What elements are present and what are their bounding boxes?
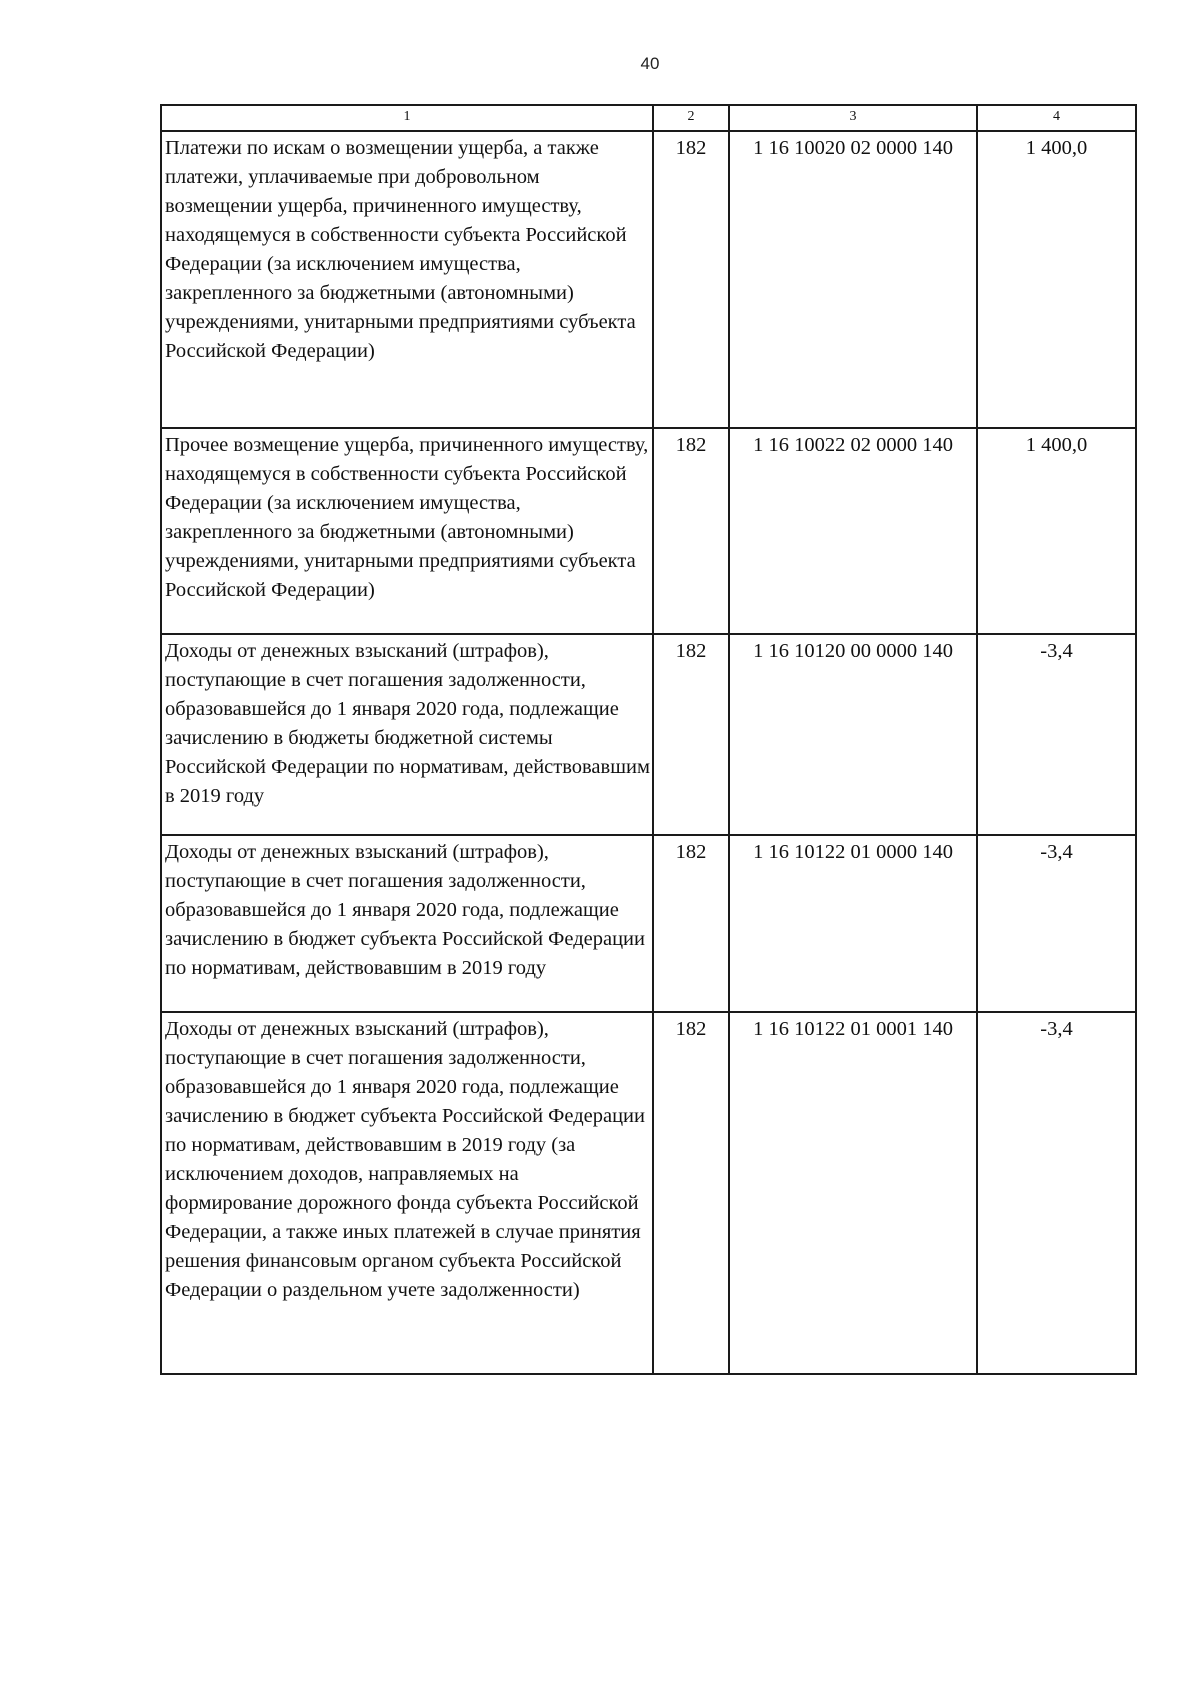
amount-value: 1 400,0 [977,428,1136,634]
budget-classification-code: 1 16 10120 00 0000 140 [729,634,977,835]
revenue-name: Доходы от денежных взысканий (штрафов), поступающие в счет погашения задолженности, образовавшейся до 1 января 2020 года, подлежащие зачислению в бюджет субъекта Российской Федерации по нормативам, действовавшим в 2019 году (за исключением доходов, направляемых на формирование дорожного фонда субъекта Российской Федерации, а также иных платежей в случае принятия решения финансовым органом субъекта Российской Федерации о раздельном учете задолженности) [161,1012,653,1374]
admin-code: 182 [653,835,729,1012]
table-row [161,131,1136,428]
admin-code: 182 [653,428,729,634]
amount-value: -3,4 [977,835,1136,1012]
budget-classification-code: 1 16 10020 02 0000 140 [729,131,977,428]
table-row [161,428,1136,634]
column-header-3: 3 [729,105,977,131]
table-header-row [161,105,1136,131]
column-header-1: 1 [161,105,653,131]
table-row [161,634,1136,835]
page-number: 40 [640,54,660,73]
revenue-name: Доходы от денежных взысканий (штрафов), поступающие в счет погашения задолженности, образовавшейся до 1 января 2020 года, подлежащие зачислению в бюджеты бюджетной системы Российской Федерации по нормативам, действовавшим в 2019 году [161,634,653,835]
admin-code: 182 [653,1012,729,1374]
admin-code: 182 [653,131,729,428]
revenue-table [160,104,1137,1375]
budget-classification-code: 1 16 10122 01 0000 140 [729,835,977,1012]
revenue-name: Платежи по искам о возмещении ущерба, а также платежи, уплачиваемые при добровольном возмещении ущерба, причиненного имуществу, находящемуся в собственности субъекта Российской Федерации (за исключением имущества, закрепленного за бюджетными (автономными) учреждениями, унитарными предприятиями субъекта Российской Федерации) [161,131,653,428]
revenue-name: Прочее возмещение ущерба, причиненного имуществу, находящемуся в собственности субъекта Российской Федерации (за исключением имущества, закрепленного за бюджетными (автономными) учреждениями, унитарными предприятиями субъекта Российской Федерации) [161,428,653,634]
column-header-4: 4 [977,105,1136,131]
revenue-name: Доходы от денежных взысканий (штрафов), поступающие в счет погашения задолженности, образовавшейся до 1 января 2020 года, подлежащие зачислению в бюджет субъекта Российской Федерации по нормативам, действовавшим в 2019 году [161,835,653,1012]
budget-classification-code: 1 16 10022 02 0000 140 [729,428,977,634]
budget-classification-code: 1 16 10122 01 0001 140 [729,1012,977,1374]
amount-value: 1 400,0 [977,131,1136,428]
amount-value: -3,4 [977,634,1136,835]
table-row [161,1012,1136,1374]
amount-value: -3,4 [977,1012,1136,1374]
column-header-2: 2 [653,105,729,131]
table-row [161,835,1136,1012]
admin-code: 182 [653,634,729,835]
